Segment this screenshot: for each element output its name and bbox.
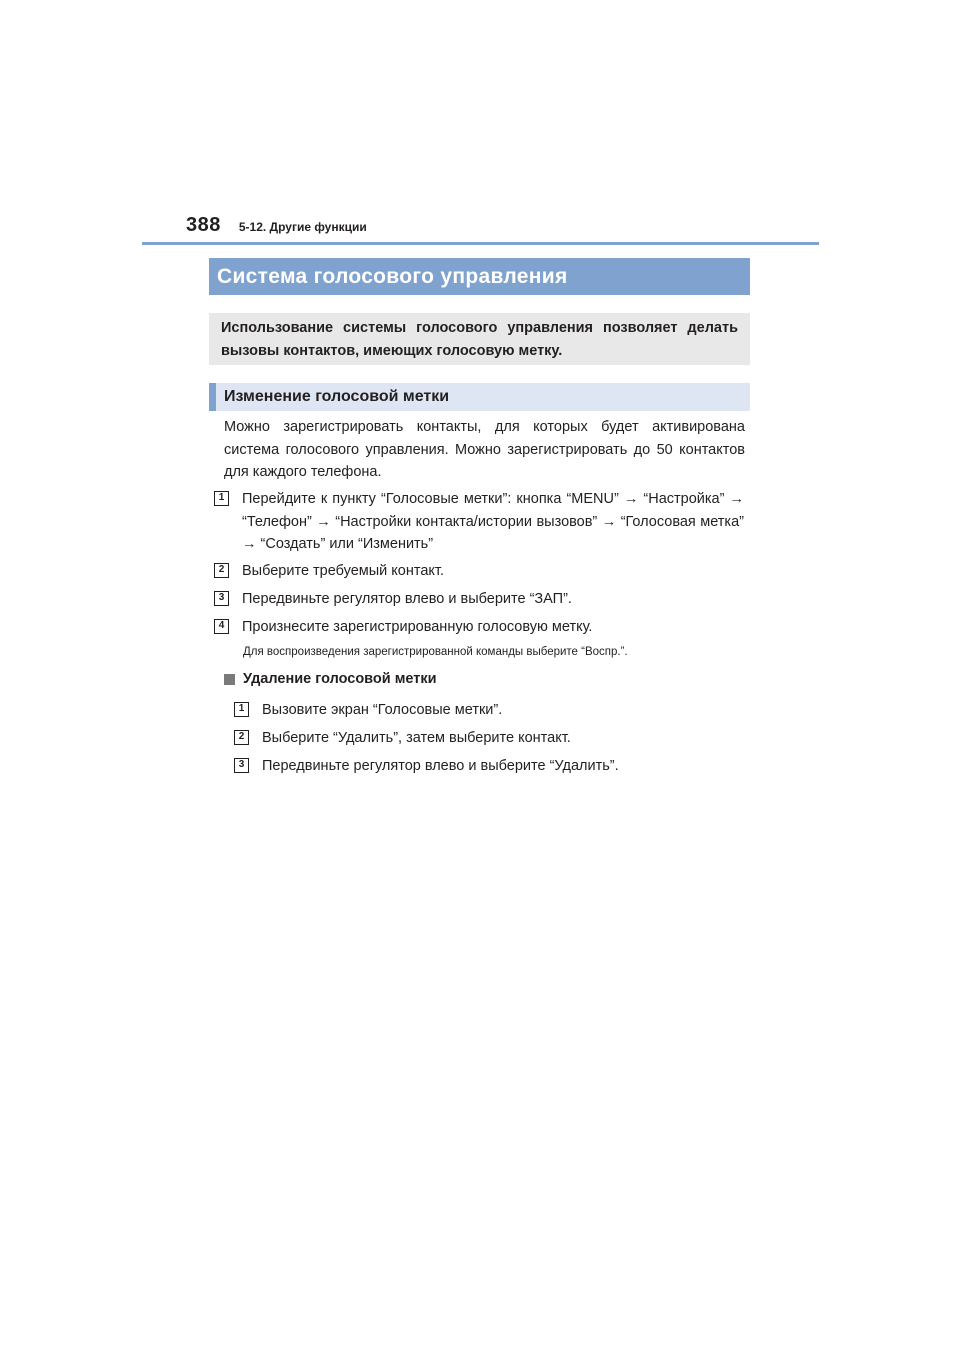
step-text: Выберите требуемый контакт. [242,563,444,579]
step-number-badge: 1 [234,702,249,717]
step-item [214,588,572,611]
step-number-badge: 4 [214,619,229,634]
step-item [214,560,444,583]
page-header [186,214,367,244]
step-number-badge: 3 [214,591,229,606]
header-divider [142,242,819,245]
step-text: Передвиньте регулятор влево и выберите “Удалить”. [262,758,619,774]
step-text: Произнесите зарегистрированную голосовую метку. [242,619,593,635]
step-text: Вызовите экран “Голосовые метки”. [262,702,503,718]
step-number-badge: 2 [214,563,229,578]
step-item [214,616,592,639]
section-title: Система голосового управления [217,264,568,288]
step-number-badge: 1 [214,491,229,506]
step-text: Выберите “Удалить”, затем выберите контакт. [262,730,571,746]
subsection-accent-bar [209,383,216,411]
intro-text: Использование системы голосового управления позволяет делать вызовы контактов, имеющих голосовую метку. [221,320,738,359]
subsection-title: Изменение голосовой метки [224,388,450,405]
step-item [234,755,619,778]
delete-subheading [224,671,437,687]
chapter-title: 5-12. Другие функции [238,220,367,234]
square-bullet-icon [224,674,235,685]
delete-subheading-text: Удаление голосовой метки [243,671,437,687]
note-text: Для воспроизведения зарегистрированной команды выберите “Воспр.”. [243,646,628,658]
step-number-badge: 2 [234,730,249,745]
step-text: Передвиньте регулятор влево и выберите “ЗАП”. [242,591,572,607]
step-item [234,727,571,750]
description-paragraph: Можно зарегистрировать контакты, для которых будет активирована система голосового управления. Можно зарегистрировать до 50 контактов для каждого телефона. [224,419,745,480]
page-number: 388 [186,214,221,236]
intro-box [209,313,750,365]
step-number-badge: 3 [234,758,249,773]
step-text: Перейдите к пункту “Голосовые метки”: кнопка “MENU” → “Настройка” → “Телефон” → “Настройки контакта/истории вызовов” → “Голосовая метка” → “Создать” или “Изменить” [242,491,744,552]
step-item [214,488,744,556]
step-item [234,699,502,722]
section-banner [209,258,750,295]
subsection-banner [209,383,750,411]
